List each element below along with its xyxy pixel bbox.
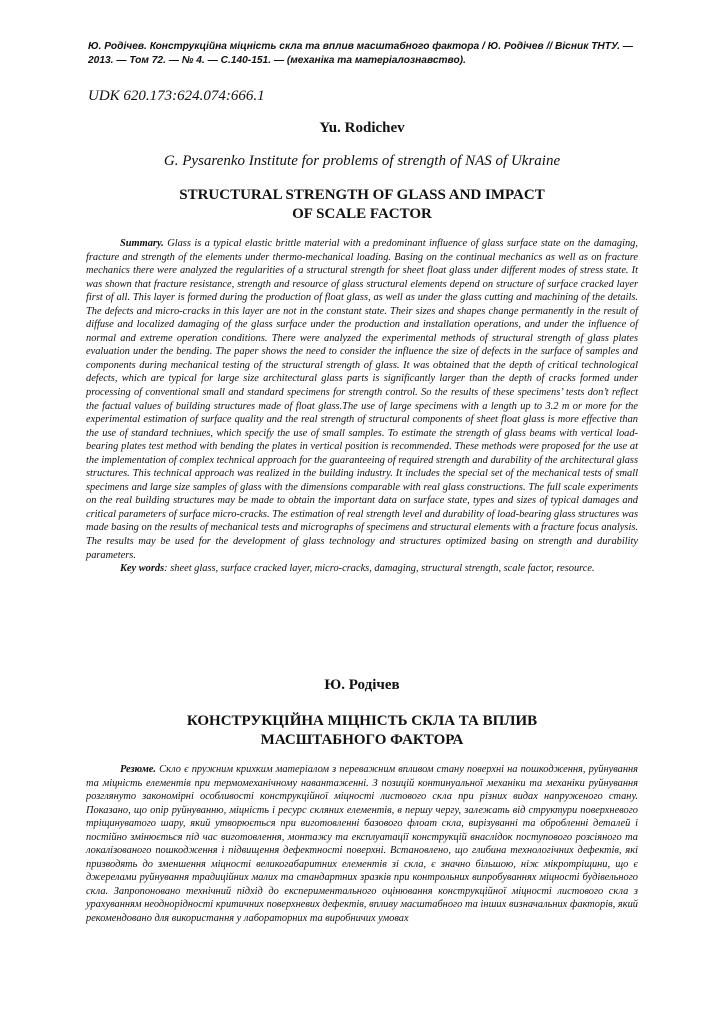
title-english-line-2: OF SCALE FACTOR [292, 206, 432, 222]
summary-paragraph-english [86, 237, 638, 562]
author-ukrainian: Ю. Родічев [324, 677, 400, 693]
author-english: Yu. Rodichev [319, 120, 405, 136]
keywords-text: : sheet glass, surface cracked layer, micro-cracks, damaging, structural strength, scale factor, resource. [164, 563, 595, 575]
udk-code: UDK 620.173:624.074:666.1 [88, 88, 265, 104]
summary-label: Summary. [120, 238, 164, 249]
affiliation-english: G. Pysarenko Institute for problems of strength of NAS of Ukraine [163, 153, 561, 169]
citation: Ю. Родічев. Конструкційна міцність скла та вплив масштабного фактора / Ю. Родічев // Вісник ТНТУ. — 2013. — Том 72. — № 4. — С.140-151. — (механіка та матеріалознавство). [88, 41, 633, 66]
summary-text: Glass is a typical elastic brittle material with a predominant influence of glass surface state on the damaging, fracture and strength of the elements under thermo-mechanical loading. Basing on the continual mechanics as well as on fracture mechanics there were analyzed the regularities of a structural strength for sheet float glass under different modes of stress state. It was shown that fracture resistance, strength and resource of glass structural elements depend on structure of surface cracked layer first of all. This layer is formed during the production of float glass, as well as under the glass cutting and machining of the details. The defects and micro-cracks in this layer are not in the constant state. Their sizes and shapes change permanently in the result of diffuse and localized damaging of the glass surface under the production and installation operations, and under the influence of normal and extreme operation conditions. There were analyzed the experimental methods of structural strength of glass plates evaluation under the bending. The paper shows the need to consider the influence the size of defects in the surface of samples and components during mechanical testing of the structural strength of glass. It was obtained that the depth of critical technological defects, which are typical for large size architectural glass parts is significantly larger than the depth of cracks formed under processing of conventional small and standard specimens for strength control. So the results of these specimens’ tests don’t reflect the factual values of building structures made of float glass.The use of large specimens with a length up to 3.2 m or more for the experimental estimation of surface quality and the real strength of structural components of sheet float glass is more effective than the use of standard techniues, which specify the use of small samples. To estimate the strength of glass beams with vertical load-bearing plates test method with bending the plates in vertical position is recommended. These methods were proposed for the use at the implementation of complex technical approach for the guaranteeing of required strength and durability of the architectural glass structures. This technical approach was realized in the building industry. It includes the special set of the mechanical tests of small specimens and large size samples of glass with the dimensions comparable with real glass constructions. The full scale experiments on the real building structures may be made to obtain the important data on surface state, types and sizes of typical damages and critical parameters of surface micro-cracks. The estimation of real strength level and durability of load-bearing glass structures was made basing on the results of mechanical tests and micrographs of specimens and structural elements with a fracture focus analysis. The results may be used for the development of glass technology and structures optimized basing on strength and durability parameters. [86, 238, 638, 561]
title-english [90, 186, 634, 224]
title-ukrainian [90, 712, 634, 750]
title-ukrainian-line-2: МАСШТАБНОГО ФАКТОРА [260, 732, 464, 748]
summary-paragraph-ukrainian [86, 763, 638, 926]
abstract-english [86, 237, 638, 576]
keywords-label: Key words [120, 563, 165, 575]
title-english-line-1: STRUCTURAL STRENGTH OF GLASS AND IMPACT [179, 187, 545, 203]
summary-label-ukrainian: Резюме. [120, 764, 157, 775]
summary-text-ukrainian: Скло є пружним крихким матеріалом з переважним впливом стану поверхні на пошкодження, руйнування та міцність елементів при термомеханічному навантаженні. З позицій континуальної механіки та механіки руйнування розглянуто закономірні особливості конструкційної міцності листового скла при різних видах напруженого стану. Показано, що опір руйнуванню, міцність і ресурс скляних елементів, в першу чергу, залежать від структури поверхневого тріщинуватого шару, який утворюється при виготовленні базового флоат скла, вирізуванні та обробленні деталей і постійно змінюється під час виготовлення, монтажу та експлуатації конструкцій внаслідок поступового розсіяного та локалізованого пошкодження і підвищення дефектності поверхні. Встановлено, що глибина технологічних дефектів, які призводять до зменшення міцності великогабаритних елементів зі скла, є значно більшою, ніж мікротріщини, що є джерелами руйнування традиційних малих та стандартних зразків при контрольних випробуваннях міцності будівельного скла. Запропоновано технічний підхід до експериментального оцінювання конструкційної міцності листового скла з урахуванням неоднорідності критичних поверхневих дефектів, впливу масштабного та інших визначальних факторів, який рекомендовано для використання у лабораторних та виробничих умовах [86, 764, 638, 925]
title-ukrainian-line-1: КОНСТРУКЦІЙНА МІЦНІСТЬ СКЛА ТА ВПЛИВ [186, 713, 538, 729]
keywords-paragraph [86, 562, 638, 576]
abstract-ukrainian [86, 763, 638, 926]
